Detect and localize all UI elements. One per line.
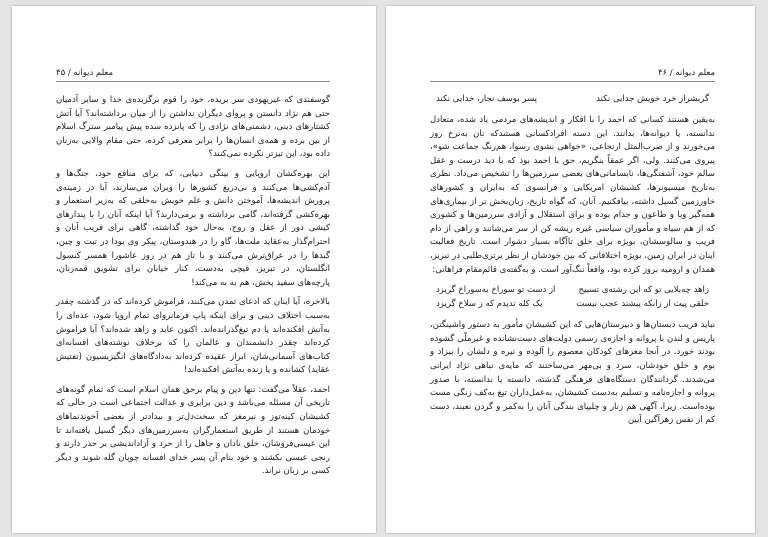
verse-hemistich: گربشراز خرد خویش جدایی نکند bbox=[596, 94, 709, 104]
verse-hemistich: از دست تو سوراخ به‌سوراخ گریزد bbox=[436, 285, 556, 296]
right-page bbox=[386, 6, 755, 533]
verse-row bbox=[430, 297, 715, 311]
body-paragraph: بالاخره، آیا اینان که ادعای تمدن می‌کنند، فراموش کرده‌اند که در گذشته چقدر به‌سبب اختلاف دینی و برای اینکه پاپ فرمانروای تمام اروپا شود، عده‌ای را به‌آتش افکنده‌اند یا دم تیغ‌گذرانده‌اند. اکنون عابد و زاهد شده‌اند؟ آیا فراموش کرده‌اند چقدر دانشمندان و عالمان را که برخلاف نوشته‌های افسانه‌ای کتاب‌های آسمانی‌شان، ابراز عقیده کرده‌اند به‌دادگاه‌های انگیزیسیون (تفتیش عقاید) کشانده و یا زنده به‌آتش افکنده‌اند! bbox=[56, 297, 330, 376]
opening-verse bbox=[430, 92, 715, 106]
quoted-verse bbox=[430, 283, 715, 311]
body-paragraph: احمد، عقلاً می‌گفت: تنها دین و پیام برحق همان اسلام است که تمام گونه‌های تاریخی آن مسئله می‌باشد و دین برابری و عدالت اجتماعی است در حالی که کشیشان کینه‌توز و نیرمغز که سخت‌دل‌تر و بیدادتر از بعضی آخوندنماهای خودمان هستند از طریق استعمارگران به‌سرزمین‌های دیگر گسیل یافته‌اند تا این عیسی‌فروشان، خلق نادان و جاهل را از حرد و آزاداندیشی بر حذر دارند و رنجی عیسی بکشند و خود بنام آن پسر خدای افسانه چوپان گله شوند و دیگر کسی بر زبان نراند. bbox=[56, 384, 330, 477]
left-page bbox=[12, 6, 376, 533]
body-paragraph: نباید فریب دبستان‌ها و دبیرستان‌هایی که این کشیشان مأمور به دستور واشینگتن، پاریس و لندن با پروانه و اجازه‌ی رسمی دولت‌های دست‌نشانده و غیرملّی گشوده بودند خورد. در آنجا مغزهای کودکان معصوم را آلوده و تیره و دلشان را بیزاد و بوم و خلق خودشان، سرد و بی‌مهر می‌ساختند که مایه‌ی تباهی نژاد ایرانی می‌شدند. گردانندگان دستگاه‌های فرهنگی گذشته، دانسته یا ندانسته، با صدور پروانه و اجازه‌نامه و تسلیم به‌دست کشیشان، به‌عمل‌داران تیغ به‌کف زنگی مست بوده‌است. زیرا، آگهی هم زنار و چلیپای بندگی آنان را به‌کمر و گردن نعبند، دست کم از نفس زهرآگین آیین bbox=[430, 320, 715, 426]
body-paragraph: این بهره‌کشان اروپایی و بینگی دنیایی، که برای منافع خود، جنگ‌ها و آدم‌کشی‌ها می‌کنند و بی‌دریغ کشورها را ویران می‌سازند، آیا در زمینه‌ی پرورش اندیشه‌ها، آموختن دانش و علم خویش به‌خلقی که به‌زیر استعمار و بهره‌کشی گرفته‌اند، گامی برداشته و برمی‌دارند؟ آیا اینکه آنان را با پندارهای کیشی دور از عقل و روح، به‌حال خود گذاشته، گاهی برای فریب آنان و احترام‌گذار به‌عقاید ملت‌ها، گاو را در هندوستان، پیکر وی بودا در تبت و چین، گبدها را در عراق‌ترش می‌کنند و با تاز هم در روز عاشورا همسر کنسول انگلستان، در تبریز، قیچی به‌دست، کنار خیابان برای تشویق قمه‌زنان، پارچه‌های سفید پخش، هم به ‌به می‌کند! bbox=[56, 168, 330, 288]
verse-hemistich: خلقی پیت از زانکه پیشند عجب نیست bbox=[576, 299, 709, 310]
page-body bbox=[430, 94, 715, 434]
page-header bbox=[430, 66, 715, 82]
running-header-title: معلم دیوانه / ۴۵ bbox=[56, 68, 114, 78]
verse-hemistich: زاهد چه‌بلایی تو که این رشته‌ی تسبیح bbox=[578, 285, 709, 296]
verse-hemistich: پسر یوسف نجار، خدایی نکند bbox=[436, 94, 538, 104]
verse-row bbox=[430, 92, 715, 106]
verse-hemistich: یک کله تدیدم که ز سلاخ گریزد bbox=[436, 299, 543, 310]
page-body bbox=[56, 94, 330, 485]
verse-row bbox=[430, 283, 715, 297]
body-paragraph: گوسفندی که غیریهودی سر بریده، خود را قوم برگزیده‌ی خدا و سایر آدمیان حتی هم نژاد دانستن و پروای دیگران نداشتن را از میان برداشته‌اند؟ آیا آتش کشتارهای دینی، دشمنی‌های نژادی را که پانزده سده پیش پیامبر سترگ اسلام از بین برده و همه‌ی انسان‌ها را برابر معرفی کرده، حتی مقام والایی به‌زنان داده بود، این تیزتر نکرده نمی‌کنند؟ bbox=[56, 95, 330, 160]
running-header-title: ۴۶ / معلم دیوانه bbox=[657, 68, 715, 78]
page-header bbox=[56, 66, 330, 82]
body-paragraph: به‌یقین هستند کسانی که احمد را با افکار و اندیشه‌های مردمی یاد شده، متعادل ندانسته، یا دیوانه‌ها، بدانند. این دسته افرادکسانی هستندکه نان به‌نرخ روز می‌خورند و از ضرب‌المثل ارتجاعی، «خواهی نشوی رسوا، هم‌رنگ جماعت شو»، پیروی می‌کنند. ولی، اگر عمقاً بنگریم، حق با احمد بود که با دید درست و عقل سالم خود، آشفتگی‌ها، نابسامانی‌های بعضی سرزمین‌ها را تشخیص می‌داد. نظری به‌تاریخ میسیونرها، کشیشان امریکایی و فرانسوی که به‌ایران و کشورهای خاورزمین گسیل داشته، بیافکنیم. آنان، که گواه تاریخ، زبان‌بخش تر از بیماری‌های همه‌گیر وبا و طاعون و جذام بوده و برای استقلال و آزادی سرزمین‌ها و کشوری که از هم سیاه و مأموران سیاسی غیره ریشه کن از سر می‌شانند و راهی از دام فریب و سالوسشان، بویژه برای خلق تاآگاه بسیار دشوار است. تاریخ فعالیت اینان در ایران زمین، بویژه اختلافاتی که بین خودشان از نظر برتری‌طلبی در تبریز، همدان و ارومیه بروز کرده بود، واقعاً ننگ‌آور است. و به‌گفته‌ی قائم‌مقام فراهانی: bbox=[430, 115, 715, 275]
